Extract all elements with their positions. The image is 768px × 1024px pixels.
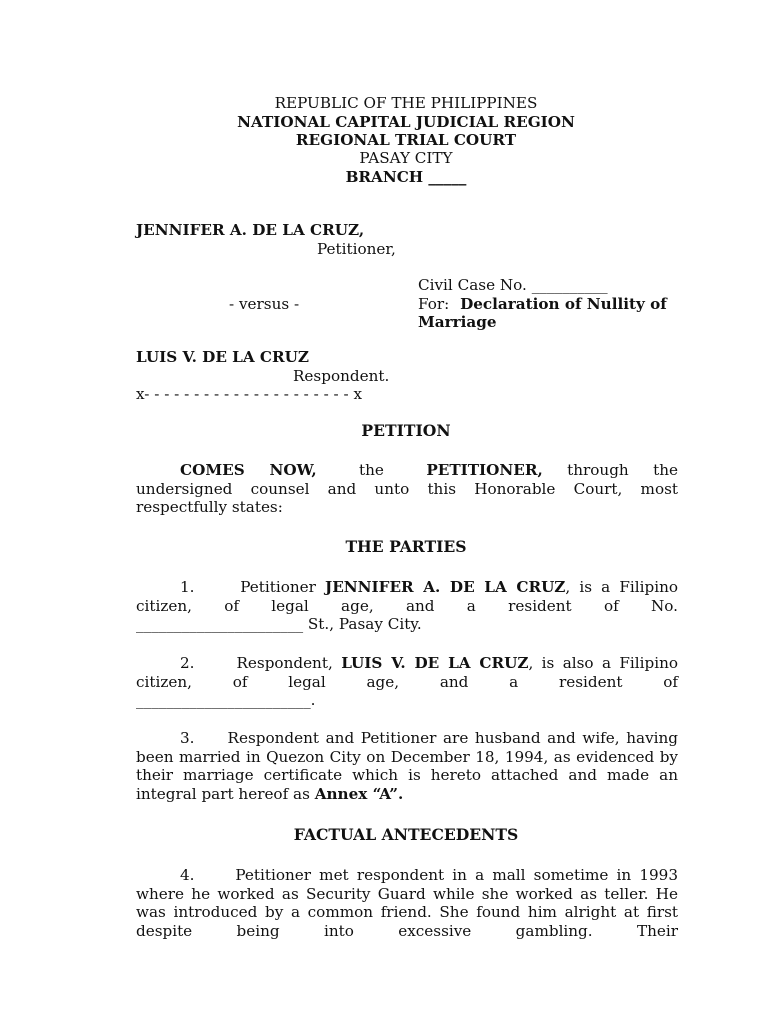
for-text-line2: Marriage (418, 313, 497, 331)
para1-post: , is a Filipino citizen, of legal age, and a resident of No. (136, 578, 678, 615)
intro-rest: through the undersigned counsel and unto this Honorable Court, most respectfully states: (136, 461, 678, 517)
para3-annex: Annex “A”. (314, 785, 404, 804)
paragraph-3 (136, 729, 678, 804)
versus-label: - versus - (229, 295, 300, 313)
civil-case-number: Civil Case No. __________ (418, 276, 608, 294)
caption-republic: REPUBLIC OF THE PHILIPPINES (274, 94, 538, 112)
document-title: PETITION (361, 421, 451, 440)
intro-comes-now: COMES NOW, (180, 461, 317, 479)
para1-pre: Petitioner (240, 578, 316, 596)
para4-text: Petitioner met respondent in a mall sometime in 1993 where he worked as Security Guard while she worked as teller. He was introduced by a common friend. She found him alright at first despite being into excessive gambling. Their (136, 866, 678, 941)
respondent-name: LUIS V. DE LA CRUZ (136, 348, 309, 366)
para2-line2: _______________________. (136, 691, 316, 710)
para4-number: 4. (180, 866, 195, 884)
paragraph-1 (136, 578, 678, 634)
for-text-line1: Declaration of Nullity of (460, 295, 667, 313)
para3-text: Respondent and Petitioner are husband and wife, having been married in Quezon City on December 18, 1994, as evidenced by their marriage certificate which is hereto attached and made an integral part hereof as (136, 729, 679, 804)
intro-paragraph (136, 461, 678, 517)
para2-number: 2. (180, 654, 195, 672)
intro-petitioner: PETITIONER, (426, 461, 543, 479)
para3-number: 3. (180, 729, 195, 747)
para2-pre: Respondent, (236, 654, 333, 672)
section-heading-facts: FACTUAL ANTECEDENTS (293, 825, 519, 844)
intro-the: the (359, 461, 384, 479)
para1-number: 1. (180, 578, 195, 596)
caption-separator: x- - - - - - - - - - - - - - - - - - - - - x (136, 385, 363, 403)
for-line (418, 295, 667, 314)
para1-name: JENNIFER A. DE LA CRUZ (325, 578, 566, 596)
para2-name: LUIS V. DE LA CRUZ (341, 654, 529, 672)
para1-line2: ______________________ St., Pasay City. (136, 615, 422, 634)
petitioner-role: Petitioner, (317, 240, 396, 258)
section-heading-parties: THE PARTIES (345, 537, 467, 556)
respondent-role: Respondent. (293, 367, 390, 385)
caption-court: REGIONAL TRIAL COURT (295, 131, 517, 149)
caption-city: PASAY CITY (359, 149, 453, 167)
paragraph-4 (136, 866, 678, 941)
for-label: For: (418, 295, 450, 313)
paragraph-2 (136, 654, 678, 710)
petitioner-name: JENNIFER A. DE LA CRUZ, (136, 221, 365, 239)
caption-region: NATIONAL CAPITAL JUDICIAL REGION (237, 113, 575, 131)
caption-branch: BRANCH _____ (345, 168, 467, 186)
para2-post: , is also a Filipino citizen, of legal age, and a resident of (136, 654, 679, 691)
